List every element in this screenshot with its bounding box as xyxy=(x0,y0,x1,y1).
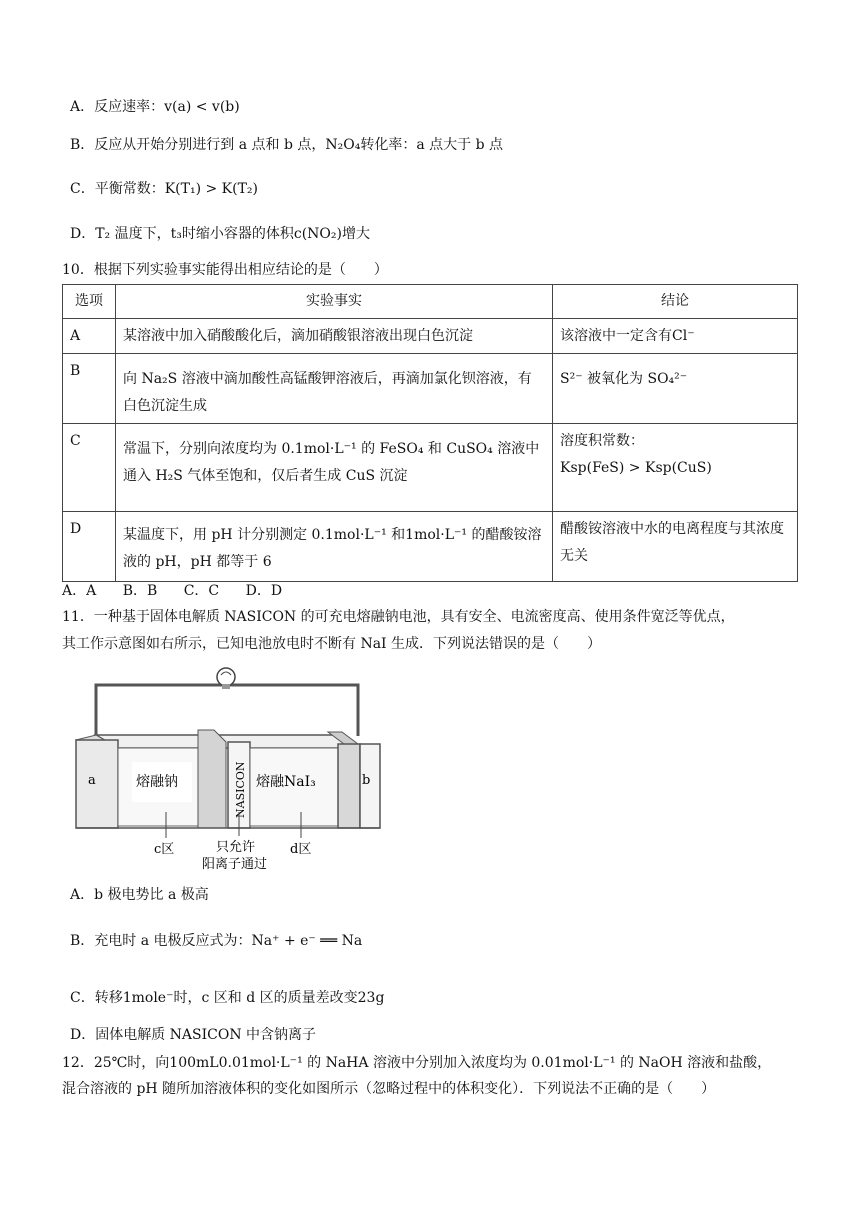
row-option: D xyxy=(63,512,116,582)
row-fact: 某温度下，用 pH 计分别测定 0.1mol·L⁻¹ 和1mol·L⁻¹ 的醋酸铵溶液的 pH，pH 都等于 6 xyxy=(116,512,553,582)
table-row xyxy=(63,318,798,354)
q10-answer-d: D．D xyxy=(245,583,283,599)
electrode-b xyxy=(338,744,360,828)
row-conclusion: S²⁻ 被氧化为 SO₄²⁻ xyxy=(553,354,798,424)
q10-answer-c: C．C xyxy=(183,583,220,599)
label-c-zone: c区 xyxy=(154,842,175,857)
q11-option-c: C．转移1mole⁻时，c 区和 d 区的质量差改变23g xyxy=(70,990,385,1006)
row-fact: 向 Na₂S 溶液中滴加酸性高锰酸钾溶液后，再滴加氯化钡溶液，有白色沉淀生成 xyxy=(116,354,553,424)
label-d-zone: d区 xyxy=(290,842,312,857)
table-row xyxy=(63,354,798,424)
q11-stem-line1: 11．一种基于固体电解质 NASICON 的可充电熔融钠电池，具有安全、电流密度高、使用条件宽泛等优点， xyxy=(62,609,735,625)
battery-diagram xyxy=(66,660,396,880)
q11-option-b: B．充电时 a 电极反应式为：Na⁺ + e⁻ ══ Na xyxy=(70,933,363,949)
q10-answer-b: B．B xyxy=(122,583,158,599)
q10-answers xyxy=(62,583,304,600)
header-fact: 实验事实 xyxy=(116,285,553,319)
q10-stem: 10．根据下列实验事实能得出相应结论的是（ ） xyxy=(62,262,388,278)
q12-stem-line1: 12．25℃时，向100mL0.01mol·L⁻¹ 的 NaHA 溶液中分别加入浓度均为 0.01mol·L⁻¹ 的 NaOH 溶液和盐酸， xyxy=(62,1055,772,1071)
row-option: C xyxy=(63,424,116,512)
q9-option-a: A．反应速率：v(a) < v(b) xyxy=(70,99,240,115)
row-fact: 常温下，分别向浓度均为 0.1mol·L⁻¹ 的 FeSO₄ 和 CuSO₄ 溶液中通入 H₂S 气体至饱和，仅后者生成 CuS 沉淀 xyxy=(116,424,553,512)
electrode-a-label: a xyxy=(88,773,96,788)
q11-option-d: D．固体电解质 NASICON 中含钠离子 xyxy=(70,1027,317,1043)
q11-option-a: A．b 极电势比 a 极高 xyxy=(70,887,209,903)
electrode-b-label: b xyxy=(362,773,371,788)
experiment-table xyxy=(62,284,798,582)
label-cation-pass: 阳离子通过 xyxy=(202,857,268,872)
left-region-label: 熔融钠 xyxy=(136,774,178,790)
row-conclusion: 该溶液中一定含有Cl⁻ xyxy=(553,318,798,354)
q9-option-b: B．反应从开始分别进行到 a 点和 b 点，N₂O₄转化率：a 点大于 b 点 xyxy=(70,137,504,153)
row-fact: 某溶液中加入硝酸酸化后，滴加硝酸银溶液出现白色沉淀 xyxy=(116,318,553,354)
row-option: B xyxy=(63,354,116,424)
row-conclusion: 溶度积常数： Ksp(FeS) > Ksp(CuS) xyxy=(553,424,798,512)
q10-answer-a: A．A xyxy=(62,583,97,599)
q12-stem-line2: 混合溶液的 pH 随所加溶液体积的变化如图所示（忽略过程中的体积变化）．下列说法不正确的是（ ） xyxy=(62,1081,716,1097)
membrane-label: NASICON xyxy=(234,761,247,818)
table-row xyxy=(63,424,798,512)
row-option: A xyxy=(63,318,116,354)
q11-stem-line2: 其工作示意图如右所示，已知电池放电时不断有 NaI 生成．下列说法错误的是（ ） xyxy=(62,636,602,652)
row-conclusion: 醋酸铵溶液中水的电离程度与其浓度无关 xyxy=(553,512,798,582)
header-conclusion: 结论 xyxy=(553,285,798,319)
right-region-label: 熔融NaI₃ xyxy=(256,774,316,790)
q9-option-d: D．T₂ 温度下，t₃时缩小容器的体积c(NO₂)增大 xyxy=(70,226,370,242)
header-option: 选项 xyxy=(63,285,116,319)
table-header-row xyxy=(63,285,798,319)
label-only-allow: 只允许 xyxy=(216,840,256,855)
electrode-a xyxy=(76,740,118,828)
table-row xyxy=(63,512,798,582)
q9-option-c: C．平衡常数：K(T₁) > K(T₂) xyxy=(70,181,259,197)
